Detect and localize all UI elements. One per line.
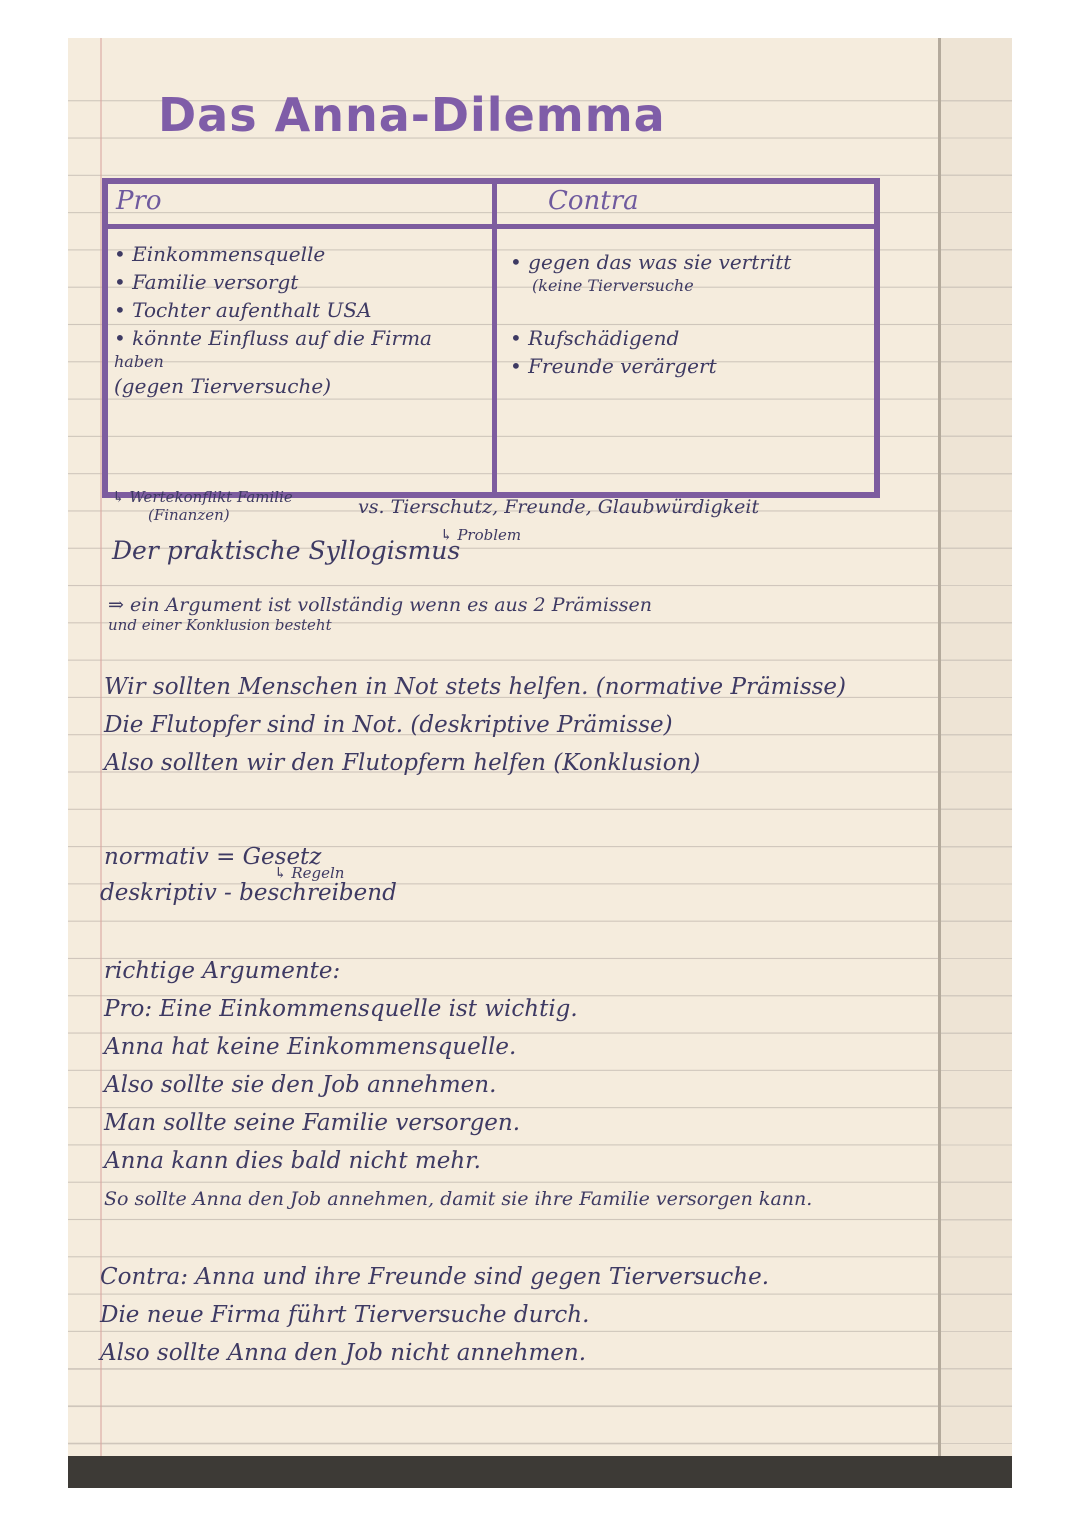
pro-item: • Tochter aufenthalt USA	[114, 298, 372, 322]
syllogism-heading: Der praktische Syllogismus	[112, 536, 461, 565]
pro-item: haben	[114, 352, 164, 371]
table-surface-shadow	[68, 1456, 1012, 1488]
table-header-divider	[108, 224, 874, 229]
contra-item: (keine Tierversuche	[532, 276, 694, 295]
conflict-note: ↳ Wertekonflikt Familie	[112, 488, 293, 506]
pro-argument-line: Anna hat keine Einkommensquelle.	[104, 1034, 517, 1060]
table-column-divider	[492, 184, 497, 492]
contra-item: • Freunde verärgert	[510, 354, 717, 378]
notebook-photo	[68, 38, 1012, 1488]
pro-contra-table	[102, 178, 880, 498]
contra-item: • gegen das was sie vertritt	[510, 250, 792, 274]
contra-item: • Rufschädigend	[510, 326, 680, 350]
pro-item: • könnte Einfluss auf die Firma	[114, 326, 432, 350]
pro-argument-line: Also sollte sie den Job annehmen.	[104, 1072, 497, 1098]
syllogism-definition: ⇒ ein Argument ist vollständig wenn es aus 2 Prämissen	[108, 594, 652, 616]
example-descriptive: Die Flutopfer sind in Not. (deskriptive Prämisse)	[104, 712, 673, 738]
pro-argument-line: Pro: Eine Einkommensquelle ist wichtig.	[104, 996, 578, 1022]
arguments-heading: richtige Argumente:	[104, 958, 341, 984]
syllogism-definition-cont: und einer Konklusion besteht	[108, 616, 332, 634]
contra-header: Contra	[548, 186, 639, 216]
contra-argument-line: Die neue Firma führt Tierversuche durch.	[100, 1302, 590, 1328]
pro-list	[114, 240, 484, 400]
example-normative: Wir sollten Menschen in Not stets helfen. (normative Prämisse)	[104, 674, 847, 700]
pro-item: • Familie versorgt	[114, 270, 299, 294]
example-conclusion: Also sollten wir den Flutopfern helfen (Konklusion)	[104, 750, 701, 776]
pro-header: Pro	[116, 186, 162, 216]
normativ-definition: normativ = Gesetz	[104, 844, 322, 870]
conflict-note-sub: (Finanzen)	[148, 506, 230, 524]
rules-note: ↳ Regeln	[274, 864, 345, 882]
pro-item: • Einkommensquelle	[114, 242, 326, 266]
deskriptiv-definition: deskriptiv - beschreibend	[100, 880, 397, 906]
pro-argument-line: Anna kann dies bald nicht mehr.	[104, 1148, 481, 1174]
pro-item: (gegen Tierversuche)	[114, 374, 332, 398]
pro-argument-line: So sollte Anna den Job annehmen, damit sie ihre Familie versorgen kann.	[104, 1188, 813, 1210]
pro-argument-line: Man sollte seine Familie versorgen.	[104, 1110, 521, 1136]
contra-argument-line: Contra: Anna und ihre Freunde sind gegen Tierversuche.	[100, 1264, 770, 1290]
page-title: Das Anna-Dilemma	[158, 88, 666, 142]
problem-note: ↳ Problem	[440, 526, 522, 544]
notebook-page	[68, 38, 938, 1488]
contra-argument-line: Also sollte Anna den Job nicht annehmen.	[100, 1340, 586, 1366]
conflict-versus: vs. Tierschutz, Freunde, Glaubwürdigkeit	[358, 496, 760, 518]
facing-page-edge	[938, 38, 1012, 1488]
contra-list	[510, 248, 870, 380]
